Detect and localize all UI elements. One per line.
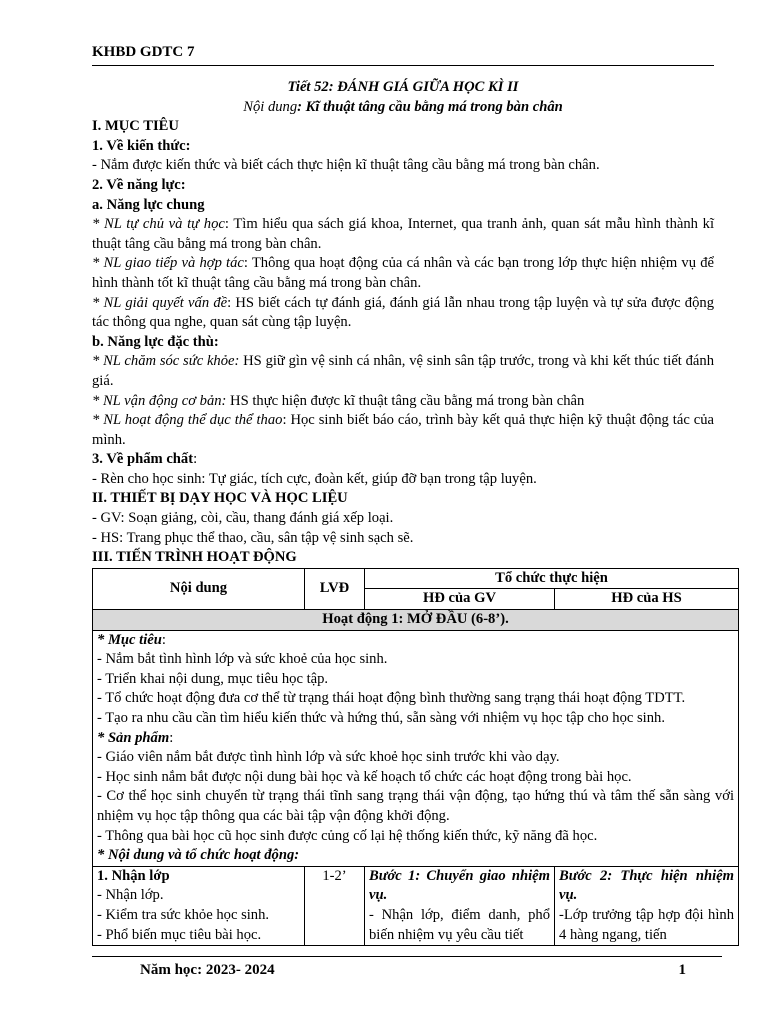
lesson-title: Tiết 52: ĐÁNH GIÁ GIỮA HỌC KÌ II — [287, 79, 519, 95]
footer-year: Năm học: 2023- 2024 — [140, 962, 275, 978]
subtitle-prefix: Nội dung — [243, 98, 298, 115]
equipment-item: - GV: Soạn giảng, còi, cầu, thang đánh giá xếp loại. — [92, 510, 394, 527]
lesson-subtitle — [92, 98, 714, 118]
goal-item: - Triển khai nội dung, mục tiêu học tập. — [97, 670, 329, 687]
specific-competence-item — [92, 352, 714, 391]
product-item: - Cơ thể học sinh chuyển từ trạng thái tĩnh sang trạng thái vận động, tạo hứng thú và tâm thế sẵn sàng với nhiệm vụ học tập thông qua các bài tập vận động khởi động. — [97, 788, 734, 824]
general-competence-heading: a. Năng lực chung — [92, 196, 205, 213]
item-label: * NL hoạt động thể dục thể thao — [92, 412, 283, 429]
activity-1-title: Hoạt động 1: MỞ ĐẦU (6-8’). — [93, 610, 739, 631]
row-content-title: 1. Nhận lớp — [97, 867, 170, 884]
row-gv-text: - Nhận lớp, điểm danh, phổ biến nhiệm vụ yêu cầu tiết — [369, 906, 550, 943]
col-gv-header: HĐ của GV — [365, 589, 555, 610]
goal-heading-text: * Mục tiêu — [97, 631, 162, 648]
general-competence-item — [92, 294, 714, 333]
item-label: * NL giao tiếp và hợp tác — [92, 255, 244, 272]
row-lvd-cell: 1-2’ — [305, 866, 365, 945]
knowledge-heading: 1. Về kiến thức: — [92, 137, 191, 154]
activity-row — [93, 610, 739, 631]
section-2-heading: II. THIẾT BỊ DẠY HỌC VÀ HỌC LIỆU — [92, 490, 348, 507]
product-item: - Giáo viên nắm bắt được tình hình lớp và sức khoẻ học sinh trước khi vào dạy. — [97, 749, 560, 766]
subtitle-text: : Kĩ thuật tâng cầu bằng má trong bàn chân — [297, 98, 563, 115]
specific-competence-heading: b. Năng lực đặc thù: — [92, 333, 219, 350]
section-1-heading: I. MỤC TIÊU — [92, 118, 179, 135]
goal-item: - Tạo ra nhu cầu cần tìm hiểu kiến thức và hứng thú, sẵn sàng với nhiệm vụ học tập cho học sinh. — [97, 710, 665, 726]
col-hs-header: HĐ của HS — [555, 589, 739, 610]
row-hs-text: -Lớp trưởng tập hợp đội hình 4 hàng ngang, tiến — [559, 906, 734, 943]
quality-heading-text: 3. Về phẩm chất — [92, 451, 194, 468]
equipment-item: - HS: Trang phục thể thao, cầu, sân tập vệ sinh sạch sẽ. — [92, 529, 414, 546]
goal-item: - Nắm bắt tình hình lớp và sức khoẻ của học sinh. — [97, 651, 388, 668]
item-text: : Thông qua hoạt động của cá nhân và các bạn trong lớp thực hiện nhiệm vụ để hình thành tốt kĩ thuật tâng cầu bằng má trong bàn chân. — [92, 255, 714, 291]
col-org-header: Tổ chức thực hiện — [365, 568, 739, 589]
row-hs-cell — [555, 866, 739, 945]
quality-text: - Rèn cho học sinh: Tự giác, tích cực, đoàn kết, giúp đỡ bạn trong tập luyện. — [92, 470, 537, 487]
knowledge-text: - Nắm được kiến thức và biết cách thực hiện kĩ thuật tâng cầu bằng má trong bàn chân. — [92, 157, 600, 174]
row-content-item: - Kiểm tra sức khỏe học sinh. — [97, 906, 270, 923]
row-content-item: - Phổ biến mục tiêu bài học. — [97, 926, 262, 943]
row-content-cell — [93, 866, 305, 945]
item-text: : Tìm hiểu qua sách giá khoa, Internet, qua tranh ảnh, quan sát mẫu hình thành kĩ thuật tâng cầu bằng má trong bàn chân. — [92, 216, 714, 252]
row-hs-title: Bước 2: Thực hiện nhiệm vụ. — [559, 867, 734, 904]
activity-details — [93, 630, 739, 866]
item-text: HS thực hiện được kĩ thuật tâng cầu bằng má trong bàn chân — [226, 392, 585, 409]
product-item: - Thông qua bài học cũ học sinh được củng cố lại hệ thống kiến thức, kỹ năng đã học. — [97, 827, 598, 844]
row-content-item: - Nhận lớp. — [97, 887, 164, 904]
item-label: * NL vận động cơ bản: — [92, 392, 227, 409]
item-label: * NL tự chủ và tự học — [92, 216, 225, 233]
goal-item: - Tổ chức hoạt động đưa cơ thể từ trạng thái hoạt động bình thường sang trạng thái hoạt động TDTT. — [97, 690, 686, 707]
org-heading: * Nội dung và tổ chức hoạt động: — [97, 847, 300, 864]
section-3-heading: III. TIẾN TRÌNH HOẠT ĐỘNG — [92, 549, 297, 566]
item-text: : Học sinh biết báo cáo, trình bày kết quả thực hiện kỹ thuật động tác của mình. — [92, 412, 715, 448]
document-body — [92, 78, 734, 946]
product-heading — [97, 729, 734, 749]
table-header-row — [93, 568, 739, 589]
row-gv-cell — [365, 866, 555, 945]
specific-competence-item — [92, 392, 714, 412]
activity-table — [92, 568, 739, 946]
item-text: : HS biết cách tự đánh giá, đánh giá lẫn nhau trong tập luyện và tự sửa được động tác thông qua nghe, quan sát cùng tập luyện. — [92, 294, 714, 331]
page-header — [92, 43, 714, 66]
product-heading-text: * Sản phẩm — [97, 729, 170, 746]
general-competence-item — [92, 215, 714, 254]
table-row — [93, 866, 739, 945]
page-footer — [92, 956, 722, 978]
product-item: - Học sinh nắm bắt được nội dung bài học và kế hoạch tổ chức các hoạt động trong bài học. — [97, 768, 632, 785]
goal-colon: : — [161, 631, 166, 648]
header-title: KHBD GDTC 7 — [92, 44, 195, 60]
general-competence-item — [92, 254, 714, 293]
col-content-header: Nội dung — [93, 568, 305, 609]
specific-competence-item — [92, 411, 714, 450]
competence-heading: 2. Về năng lực: — [92, 176, 186, 193]
activity-details-row — [93, 630, 739, 866]
item-text: HS giữ gìn vệ sinh cá nhân, vệ sinh sân tập trước, trong và khi kết thúc tiết đánh giá. — [92, 353, 714, 389]
row-gv-title: Bước 1: Chuyển giao nhiệm vụ. — [369, 867, 550, 904]
page-number: 1 — [678, 962, 686, 978]
col-lvd-header: LVĐ — [305, 568, 365, 609]
product-colon: : — [169, 729, 174, 746]
quality-colon: : — [193, 451, 198, 468]
quality-heading — [92, 450, 714, 470]
item-label: * NL chăm sóc sức khỏe: — [92, 353, 240, 370]
item-label: * NL giải quyết vấn đề — [92, 294, 228, 311]
goal-heading — [97, 631, 734, 651]
